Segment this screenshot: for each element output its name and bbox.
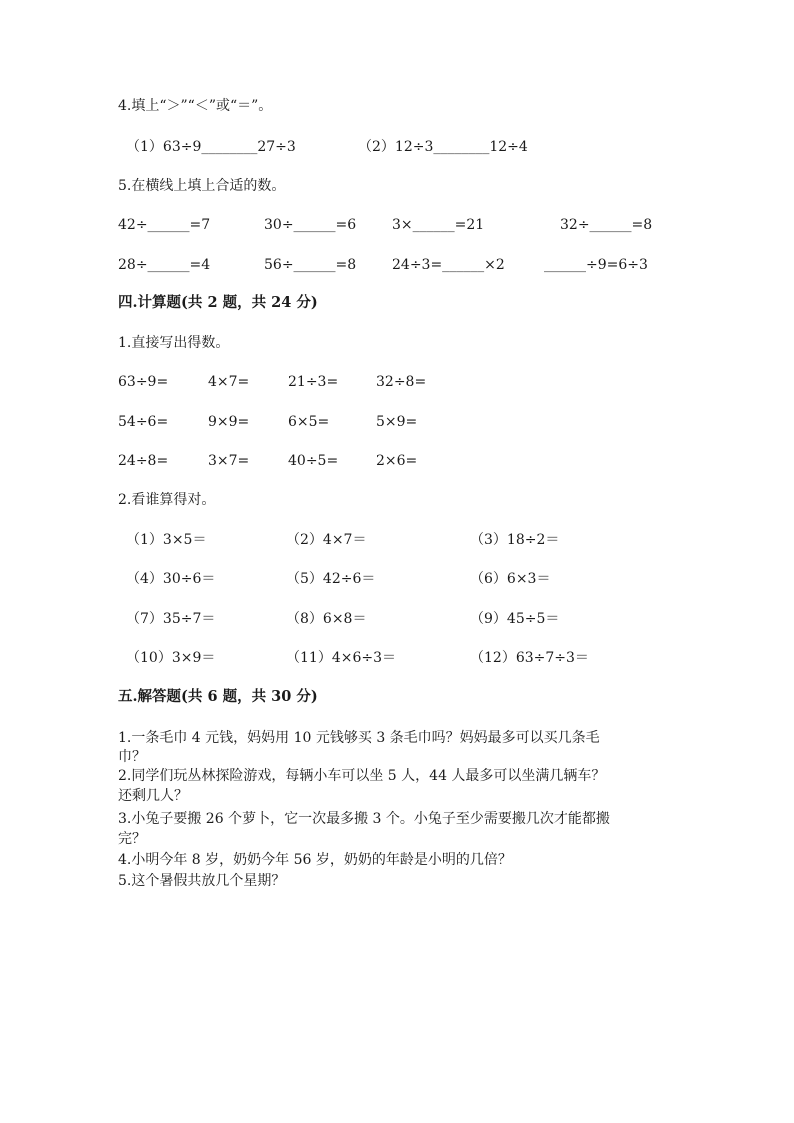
calc-item: （5）42÷6＝ [286,571,376,587]
calc-item: （8）6×8＝ [286,611,367,627]
calc-item: （9）45÷5＝ [470,611,560,627]
calc-item: 63÷9= [118,374,169,390]
s4-q2-title: 2.看谁算得对。 [118,492,216,508]
calc-item: 40÷5= [288,453,339,469]
calc-item: （4）30÷6＝ [126,571,216,587]
q5-blank-5: 28÷______=4 [118,257,211,273]
calc-item: （10）3×9＝ [126,650,216,666]
calc-item: 4×7= [208,374,250,390]
calc-item: 2×6= [376,453,418,469]
q5-blank-1: 42÷______=7 [118,217,211,233]
word-problem-line: 5.这个暑假共放几个星期？ [118,873,286,889]
calc-item: 24÷8= [118,453,169,469]
word-problem-line: 3.小兔子要搬 26 个萝卜，它一次最多搬 3 个。小兔子至少需要搬几次才能都搬 [118,811,610,827]
s4-q1-title: 1.直接写出得数。 [118,335,230,351]
section5-heading: 五.解答题(共 6 题，共 30 分) [118,688,318,705]
word-problem-line: 还剩几人？ [118,788,188,804]
q5-blank-7: 24÷3=______×2 [392,257,505,273]
calc-item: 32÷8= [376,374,427,390]
word-problem-line: 4.小明今年 8 岁，奶奶今年 56 岁，奶奶的年龄是小明的几倍？ [118,852,512,868]
section4-heading: 四.计算题(共 2 题，共 24 分) [118,294,318,311]
calc-item: 5×9= [376,414,418,430]
word-problem-line: 巾？ [118,749,146,765]
calc-item: 6×5= [288,414,330,430]
calc-item: 21÷3= [288,374,339,390]
q5-title: 5.在横线上填上合适的数。 [118,178,286,194]
calc-item: 54÷6= [118,414,169,430]
calc-item: 3×7= [208,453,250,469]
calc-item: （6）6×3＝ [470,571,551,587]
q5-blank-4: 32÷______=8 [560,217,653,233]
q5-blank-8: ______÷9=6÷3 [544,257,648,273]
calc-item: （1）3×5＝ [126,532,207,548]
calc-item: （7）35÷7＝ [126,611,216,627]
word-problem-line: 完？ [118,831,146,847]
calc-item: （11）4×6÷3＝ [286,650,396,666]
q5-blank-3: 3×______=21 [392,217,485,233]
calc-item: （12）63÷7÷3＝ [470,650,589,666]
q5-blank-2: 30÷______=6 [264,217,357,233]
word-problem-line: 1.一条毛巾 4 元钱，妈妈用 10 元钱够买 3 条毛巾吗？妈妈最多可以买几条毛 [118,730,600,746]
q5-blank-6: 56÷______=8 [264,257,357,273]
calc-item: （3）18÷2＝ [470,532,560,548]
q4-title: 4.填上“＞”“＜”或“＝”。 [118,98,273,114]
word-problem-line: 2.同学们玩丛林探险游戏，每辆小车可以坐 5 人，44 人最多可以坐满几辆车？ [118,768,606,784]
calc-item: （2）4×7＝ [286,532,367,548]
q4-item-1: （1）63÷9________27÷3 [126,139,296,155]
q4-item-2: （2）12÷3________12÷4 [358,139,528,155]
calc-item: 9×9= [208,414,250,430]
